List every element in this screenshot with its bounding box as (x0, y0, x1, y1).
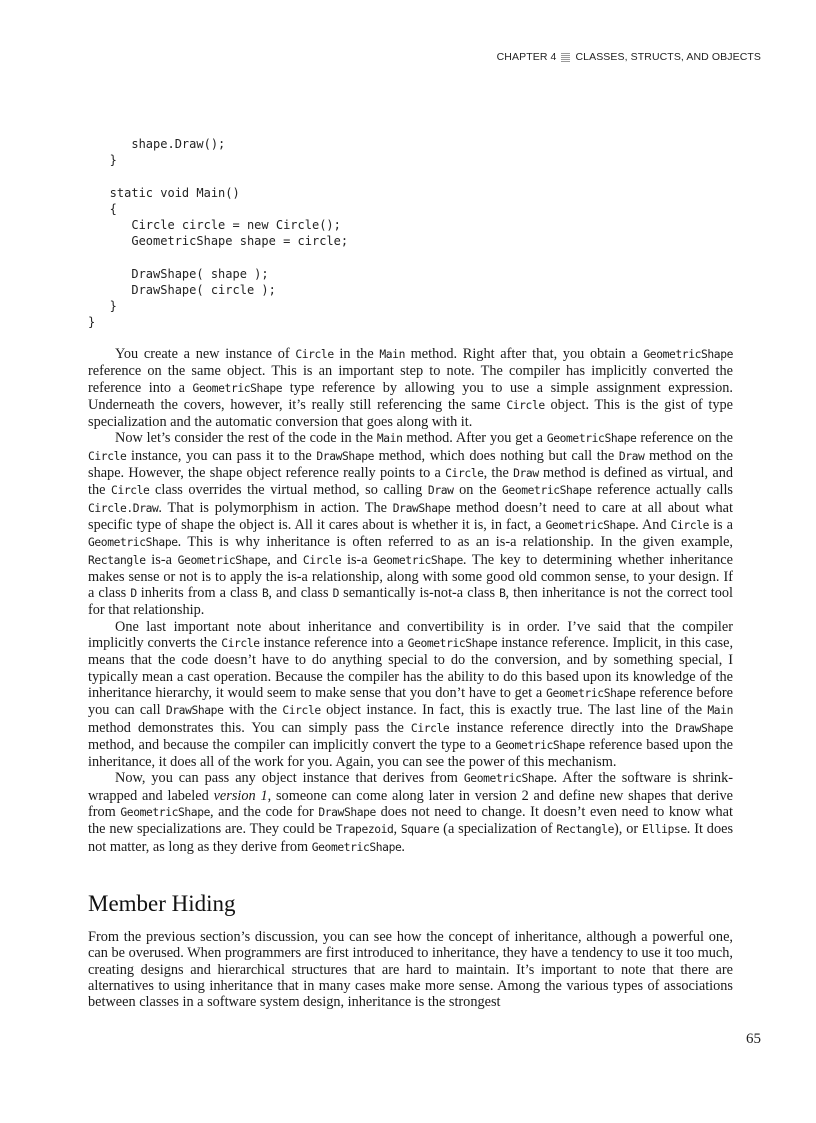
inline-code: GeometricShape (545, 518, 636, 532)
text-run: method doesn’t need to care at all about what specific type of shape the object is. All it cares about is whether it is, in fact, a (88, 499, 733, 533)
inline-code: Circle (295, 348, 334, 361)
inline-code: Main (707, 704, 733, 718)
text-run: One last important note about inheritance and convertibility is in order. I’ve said that the compiler implicitly converts the (88, 618, 733, 652)
code-line: shape.Draw(); (88, 137, 226, 151)
text-run: instance reference directly into the (449, 719, 676, 736)
inline-code: Draw (618, 449, 645, 463)
inline-code: GeometricShape (643, 348, 734, 361)
inline-code: GeometricShape (463, 772, 554, 786)
text-run: , the (483, 465, 514, 482)
section-paragraph: From the previous section’s discussion, you can see how the concept of inheritance, although a powerful one, can be overused. When programmers are first introduced to inheritance, they have a tendency to use it too much, creating designs and hierarchical structures that are hard to maintain. It’s important to note that there are alternatives to using inheritance that in many cases make more sense. Among the various types of associations between classes in a software system design, inheritance is the strongest (88, 929, 733, 1011)
inline-code: Circle (221, 637, 260, 651)
inline-code: Draw (513, 467, 539, 481)
inline-code: Circle (302, 553, 342, 567)
text-run: reference on the same object. This is an important step to note. The compiler has implicitly converted the reference into a (88, 363, 733, 396)
text-run: is-a (145, 551, 178, 568)
text-run: . And (635, 516, 671, 533)
text-run: with the (223, 702, 283, 719)
inline-code: Circle (506, 398, 545, 412)
emphasis-text: version 1 (213, 787, 268, 804)
code-listing (88, 136, 348, 330)
inline-code: Ellipse (641, 823, 687, 837)
code-line: DrawShape( shape ); (88, 266, 269, 281)
section-heading: Member Hiding (88, 891, 236, 916)
code-line: } (88, 315, 96, 330)
text-run: type reference by allowing you to use a simple assignment expression. Underneath the covers, however, it’s really still referencing the same (88, 379, 733, 413)
text-run: reference actually calls (591, 482, 733, 499)
inline-code: GeometricShape (88, 536, 178, 550)
inline-code: Circle (670, 518, 710, 532)
inline-code: GeometricShape (311, 840, 402, 854)
code-line: DrawShape( circle ); (88, 282, 276, 297)
text-run: . The key to determining whether inheritance makes sense or not is to apply the is-a relationship, along with some good old common sense, to your design. If a class (88, 551, 733, 602)
inline-code: GeometricShape (495, 738, 585, 752)
text-run: , and (267, 551, 303, 568)
inline-code: GeometricShape (546, 432, 637, 446)
inline-code: Main (376, 432, 403, 446)
inline-code: Trapezoid (335, 823, 394, 837)
page-number: 65 (746, 1031, 761, 1047)
code-line: static void Main() (88, 185, 240, 200)
text-run: , (393, 821, 401, 838)
inline-code: GeometricShape (546, 686, 636, 700)
code-line: } (88, 299, 117, 314)
inline-code: Circle (445, 467, 484, 481)
running-header (497, 51, 761, 63)
inline-code: B (261, 587, 269, 601)
text-run: method, which does nothing but call the (374, 447, 619, 464)
code-line: { (88, 201, 117, 216)
text-run: . After the software is shrink-wrapped and labeled (88, 770, 733, 804)
inline-code: GeometricShape (502, 484, 592, 498)
code-line: GeometricShape shape = circle; (88, 234, 349, 249)
text-run: inherits from a class (136, 585, 262, 602)
text-run: method demonstrates this. You can simply pass the (88, 719, 411, 736)
inline-code: DrawShape (675, 721, 733, 735)
text-run: instance, you can pass it to the (126, 447, 317, 464)
text-run: object. This is the gist of type specialization and the automatic conversion that goes along with it. (88, 396, 733, 431)
text-run: method is defined as virtual, and the (88, 465, 733, 499)
text-run: instance reference. Implicit, in this case, means that the code doesn’t have to do anything special to do the conversion, and by something special, I typically mean a cast operation. Because the compiler has the ability to do this based upon its knowledge of the inheritance hierarchy, it would seem to make sense that you don’t have to get a (88, 635, 734, 701)
chapter-label: CHAPTER 4 (496, 51, 557, 63)
text-run: (a specialization of (439, 821, 557, 838)
text-run: reference based upon the inheritance, it does all of the work for you. Again, you can see the power of this mechanism. (88, 736, 733, 771)
text-run: instance reference into a (259, 635, 408, 652)
inline-code: Draw (427, 484, 454, 498)
text-run: method. After you get a (402, 430, 547, 447)
text-run: object instance. In fact, this is exactly true. The last line of the (320, 702, 708, 719)
code-line: } (88, 153, 117, 168)
text-run: , and the code for (210, 804, 319, 821)
inline-code: GeometricShape (120, 806, 211, 820)
code-line: Circle circle = new Circle(); (88, 218, 341, 233)
inline-code: DrawShape (318, 806, 376, 820)
text-run: You create a new instance of (115, 346, 296, 362)
inline-code: Main (379, 348, 405, 361)
chapter-title: CLASSES, STRUCTS, AND OBJECTS (575, 51, 761, 63)
inline-code: GeometricShape (407, 637, 498, 651)
body-text (88, 346, 733, 856)
text-run: method, and because the compiler can implicitly convert the type to a (88, 736, 496, 753)
text-run: is a (709, 516, 734, 533)
paragraph (88, 619, 733, 771)
text-run: , and class (268, 585, 333, 602)
inline-code: Circle (282, 704, 321, 718)
inline-code: Rectangle (88, 553, 146, 567)
inline-code: Circle.Draw (88, 501, 159, 515)
inline-code: D (130, 587, 137, 601)
inline-code: GeometricShape (177, 553, 268, 567)
inline-code: Circle (88, 449, 127, 463)
text-run: , then inheritance is not the correct tool for that relationship. (88, 585, 733, 619)
inline-code: GeometricShape (373, 553, 463, 567)
inline-code: DrawShape (316, 449, 375, 463)
inline-code: DrawShape (165, 704, 224, 718)
paragraph (88, 770, 733, 855)
text-run: . It does not matter, as long as they derive from (88, 821, 734, 855)
text-run: semantically is-not-a class (339, 585, 500, 602)
header-separator-icon (561, 53, 570, 62)
text-run: . That is polymorphism in action. The (158, 499, 393, 516)
inline-code: GeometricShape (192, 381, 283, 395)
text-run: Now, you can pass any object instance that derives from (115, 770, 464, 787)
text-run: class overrides the virtual method, so calling (149, 482, 428, 499)
inline-code: DrawShape (392, 501, 451, 515)
text-run: . This is why inheritance is often referred to as an is-a relationship. In the given example, (177, 534, 733, 551)
text-run: does not need to change. It doesn’t even need to know what the new specializations are. They could be (88, 804, 733, 838)
inline-code: D (332, 587, 340, 601)
text-run: Now let’s consider the rest of the code in the (115, 430, 377, 447)
text-run: , someone can come along later in version 2 and define new shapes that derive from (88, 787, 734, 821)
text-run: method. Right after that, you obtain a (404, 346, 644, 362)
inline-code: Circle (111, 484, 150, 498)
text-run: in the (333, 346, 380, 362)
text-run: is-a (341, 551, 374, 568)
inline-code: Rectangle (556, 823, 614, 837)
text-run: reference before you can call (88, 684, 733, 719)
text-run: . (401, 838, 405, 855)
inline-code: B (499, 587, 506, 601)
inline-code: Square (400, 823, 440, 837)
text-run: reference on the (636, 430, 733, 447)
text-run: method on the shape. However, the shape object reference really points to a (88, 447, 733, 482)
paragraph (88, 346, 733, 430)
inline-code: Circle (410, 721, 450, 735)
text-run: ), or (614, 821, 642, 838)
text-run: on the (453, 482, 503, 499)
paragraph (88, 430, 733, 618)
